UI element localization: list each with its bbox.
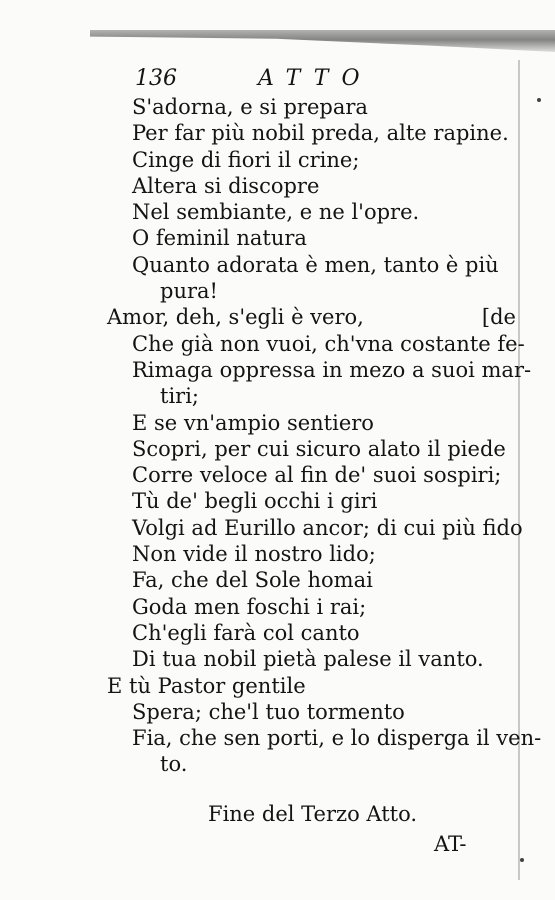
- verse-line: [100, 751, 520, 777]
- verse-line: [100, 725, 542, 751]
- margin-mark: [537, 98, 541, 102]
- verse-line-text: Di tua nobil pietà palese il vanto.: [132, 647, 484, 672]
- verse-line: [100, 673, 520, 699]
- running-head: ATTO: [258, 66, 373, 91]
- verse-line-text: S'adorna, e si prepara: [132, 95, 368, 119]
- page-header: [0, 66, 555, 96]
- verse-line-text: Volgi ad Eurillo ancor; di cui più fido: [132, 515, 523, 540]
- verse-line-text: E se vn'ampio sentiero: [132, 410, 374, 435]
- verse-line-text: Per far più nobil preda, alte rapine.: [132, 121, 509, 146]
- verse-line: [100, 462, 520, 488]
- verse-line: [100, 436, 520, 462]
- verse-line: [100, 147, 520, 173]
- verse-line-text: Corre veloce al fin de' suoi sospiri;: [132, 463, 502, 488]
- verse-line-text: O feminil natura: [132, 226, 307, 251]
- verse-line: [100, 410, 520, 436]
- verse-line-text: Spera; che'l tuo tormento: [132, 699, 405, 724]
- verse-line-text: Scopri, per cui sicuro alato il piede: [132, 436, 506, 461]
- verse-line-text: Che già non vuoi, ch'vna costante fe-: [132, 331, 525, 356]
- page-number: 136: [135, 66, 177, 91]
- page-top-edge-shadow: [90, 30, 555, 52]
- verse-line: [100, 304, 520, 330]
- verse-line-text: to.: [160, 752, 188, 777]
- verse-line-text: Rimaga oppressa in mezo a suoi mar-: [132, 357, 532, 382]
- verse-line-text: Cinge di fiori il crine;: [132, 147, 360, 172]
- verse-line-text: Nel sembiante, e ne l'opre.: [132, 200, 420, 225]
- verse-line-text: Quanto adorata è men, tanto è più: [132, 252, 499, 277]
- catchword: AT-: [434, 832, 467, 856]
- verse-line-text: Tù de' begli occhi i giri: [132, 489, 378, 514]
- verse-line-text: Amor, deh, s'egli è vero,: [107, 305, 364, 330]
- verse-text: [100, 94, 542, 778]
- verse-line-text: Fa, che del Sole homai: [132, 568, 373, 593]
- verse-line-text: Ch'egli farà col canto: [132, 620, 360, 645]
- verse-line: [100, 120, 520, 146]
- margin-mark: [520, 858, 524, 862]
- act-end-title: Fine del Terzo Atto.: [208, 802, 418, 826]
- verse-line: [100, 646, 520, 672]
- verse-line-text: tiri;: [160, 384, 199, 409]
- verse-line: [100, 699, 520, 725]
- verse-line: [100, 225, 520, 251]
- verse-line: [100, 383, 520, 409]
- verse-line: [100, 594, 520, 620]
- verse-line-text: E tù Pastor gentile: [107, 673, 306, 698]
- verse-line-text: Non vide il nostro lido;: [132, 542, 376, 567]
- verse-line: [100, 357, 532, 383]
- verse-line: [100, 199, 520, 225]
- verse-line-text: Fia, che sen porti, e lo disperga il ven-: [132, 726, 542, 751]
- verse-line: [100, 515, 523, 541]
- verse-line-text: Goda men foschi i rai;: [132, 594, 367, 619]
- verse-line: [100, 541, 520, 567]
- verse-line-turnover: [de: [481, 305, 516, 330]
- verse-line: [100, 488, 520, 514]
- verse-line: [100, 620, 520, 646]
- verse-line: [100, 252, 520, 278]
- verse-line-text: Altera si discopre: [132, 173, 320, 198]
- verse-line: [100, 567, 520, 593]
- verse-line: [100, 94, 520, 120]
- verse-line: [100, 331, 525, 357]
- verse-line: [100, 278, 520, 304]
- verse-line-text: pura!: [160, 279, 218, 304]
- verse-line: [100, 173, 520, 199]
